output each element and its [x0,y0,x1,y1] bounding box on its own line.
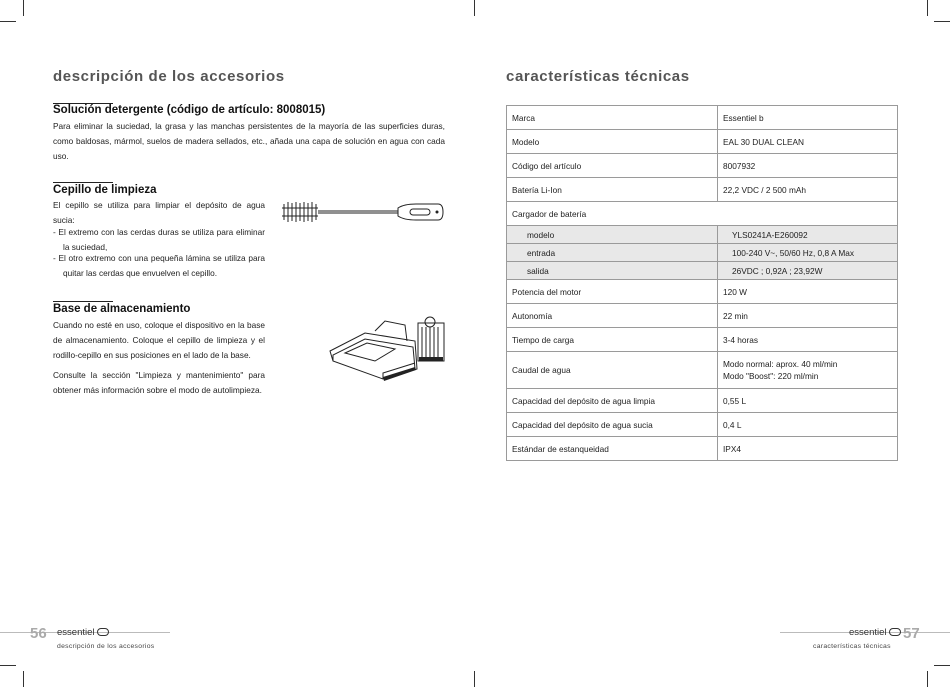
crop-mark [934,665,950,666]
brand-b-icon [889,628,901,636]
detergent-heading: Solución detergente (código de artículo: 8008015) [53,104,326,116]
spec-value [718,352,898,389]
spec-label: Modelo [507,130,718,154]
brand-logo [849,627,901,638]
spec-value: IPX4 [718,437,898,461]
divider [53,182,113,183]
spec-label: Capacidad del depósito de agua limpia [507,389,718,413]
storage-base-image [325,313,450,383]
crop-mark [927,0,928,16]
brand-name: essentiel [57,627,95,638]
cleaning-brush-image [280,198,445,226]
spec-label: Marca [507,106,718,130]
footer-label: descripción de los accesorios [57,643,155,650]
spec-value: 22,2 VDC / 2 500 mAh [718,178,898,202]
spec-sub-label: entrada [507,244,718,262]
spec-sub-value: YLS0241A-E260092 [718,226,898,244]
spec-value: EAL 30 DUAL CLEAN [718,130,898,154]
crop-mark [934,21,950,22]
brush-bullet: - El otro extremo con una pequeña lámina se utiliza para quitar las cerdas que envuelven el cepillo. [53,253,265,278]
brand-name: essentiel [849,627,887,638]
spec-value: 22 min [718,304,898,328]
spec-value: Essentiel b [718,106,898,130]
spec-label: Batería Li-Ion [507,178,718,202]
crop-mark [0,21,16,22]
crop-mark [927,671,928,687]
spec-label: Capacidad del depósito de agua sucia [507,413,718,437]
spec-value: 3-4 horas [718,328,898,352]
spec-label: Cargador de batería [507,202,898,226]
detergent-text: Para eliminar la suciedad, la grasa y las manchas persistentes de la mayoría de las superficies duras, como baldosas, mármol, suelos de madera sellados, etc., añada una capa de solución en agua con cada uso. [53,121,445,161]
spec-sub-label: modelo [507,226,718,244]
page-title: descripción de los accesorios [53,68,285,85]
footer-label: características técnicas [813,643,891,650]
crop-mark [0,665,16,666]
spec-value: 8007932 [718,154,898,178]
spec-value: 0,4 L [718,413,898,437]
spec-label: Caudal de agua [507,352,718,389]
spec-sub-label: salida [507,262,718,280]
spec-label: Autonomía [507,304,718,328]
brush-text: El cepillo se utiliza para limpiar el depósito de agua sucia: [53,200,265,225]
crop-mark [474,0,475,16]
page-number: 57 [903,625,920,642]
crop-mark [474,671,475,687]
spec-label: Código del artículo [507,154,718,178]
spec-value-line: Modo "Boost": 220 ml/min [723,371,819,381]
spec-label: Estándar de estanqueidad [507,437,718,461]
spec-label: Tiempo de carga [507,328,718,352]
crop-mark [23,671,24,687]
brush-heading: Cepillo de limpieza [53,184,157,196]
spec-value-line: Modo normal: aprox. 40 ml/min [723,359,838,369]
page-number: 56 [30,625,47,642]
spec-value: 120 W [718,280,898,304]
brand-b-icon [97,628,109,636]
spec-value: 0,55 L [718,389,898,413]
divider [53,301,113,302]
brand-logo [57,627,109,638]
specs-table [506,105,898,461]
page-title: características técnicas [506,68,690,85]
spec-sub-value: 26VDC ; 0,92A ; 23,92W [718,262,898,280]
spec-label: Potencia del motor [507,280,718,304]
base-heading: Base de almacenamiento [53,303,191,315]
spec-sub-value: 100-240 V~, 50/60 Hz, 0,8 A Max [718,244,898,262]
base-text: Cuando no esté en uso, coloque el dispositivo en la base de almacenamiento. Coloque el cepillo de limpieza y el rodillo-cepillo en sus posiciones en el lado de la base. [53,320,265,360]
base-text-2: Consulte la sección "Limpieza y mantenimiento" para obtener más información sobre el modo de autolimpieza. [53,370,265,395]
crop-mark [23,0,24,16]
brush-bullet: - El extremo con las cerdas duras se utiliza para eliminar la suciedad, [53,227,265,252]
